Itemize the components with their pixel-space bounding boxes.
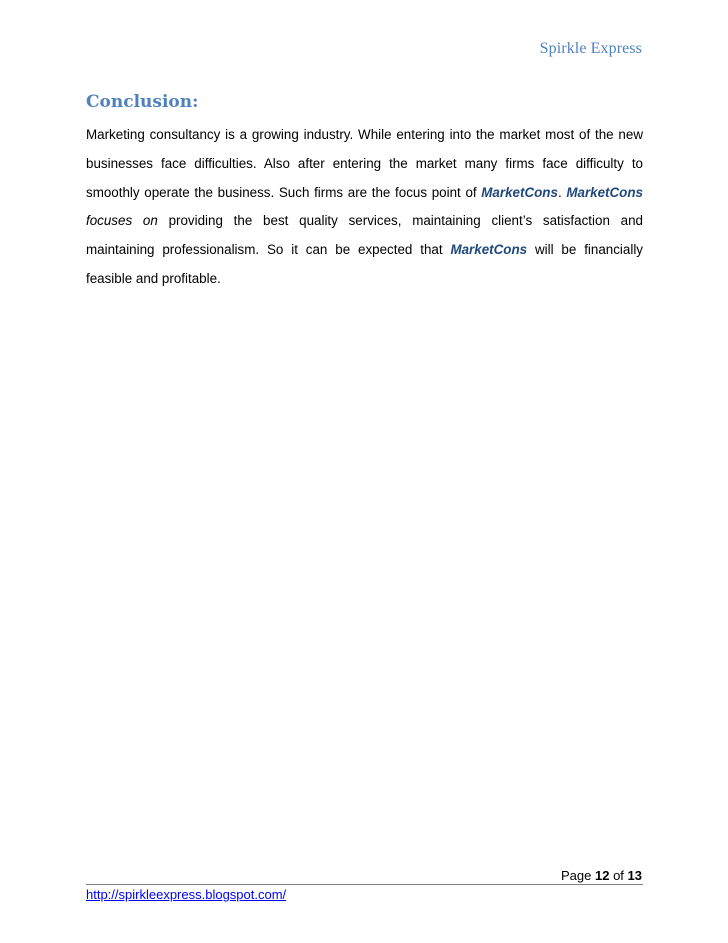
page-label: Page	[560, 868, 592, 883]
page-total: 13	[627, 868, 642, 883]
header-brand: Spirkle Express	[539, 40, 642, 57]
conclusion-paragraph	[86, 121, 643, 294]
page-number	[561, 868, 642, 883]
page-current: 12	[594, 868, 610, 883]
focuses-on-emphasis: focuses on	[86, 213, 158, 229]
paragraph-text-1: Marketing consultancy is a growing industry. While entering into the market most of the new businesses face difficulties. Also after entering the market many firms face difficulty to smoothly operate the business. Such firms are the focus point of	[86, 127, 643, 200]
page-of: of	[613, 868, 624, 883]
section-heading: Conclusion:	[86, 92, 199, 112]
footer-divider	[86, 884, 643, 885]
paragraph-text-2: .	[557, 184, 567, 200]
marketcons-emphasis-1: MarketCons	[481, 184, 558, 200]
marketcons-emphasis-3: MarketCons	[450, 242, 528, 258]
footer-blog-link[interactable]: http://spirkleexpress.blogspot.com/	[86, 887, 287, 902]
paragraph-text-5: will be financially feasible and profitable.	[86, 242, 643, 286]
paragraph-text-4: providing the best quality services, maintaining client’s satisfaction and maintaining professionalism. So it can be expected that	[86, 213, 643, 258]
marketcons-emphasis-2: MarketCons	[566, 184, 643, 200]
